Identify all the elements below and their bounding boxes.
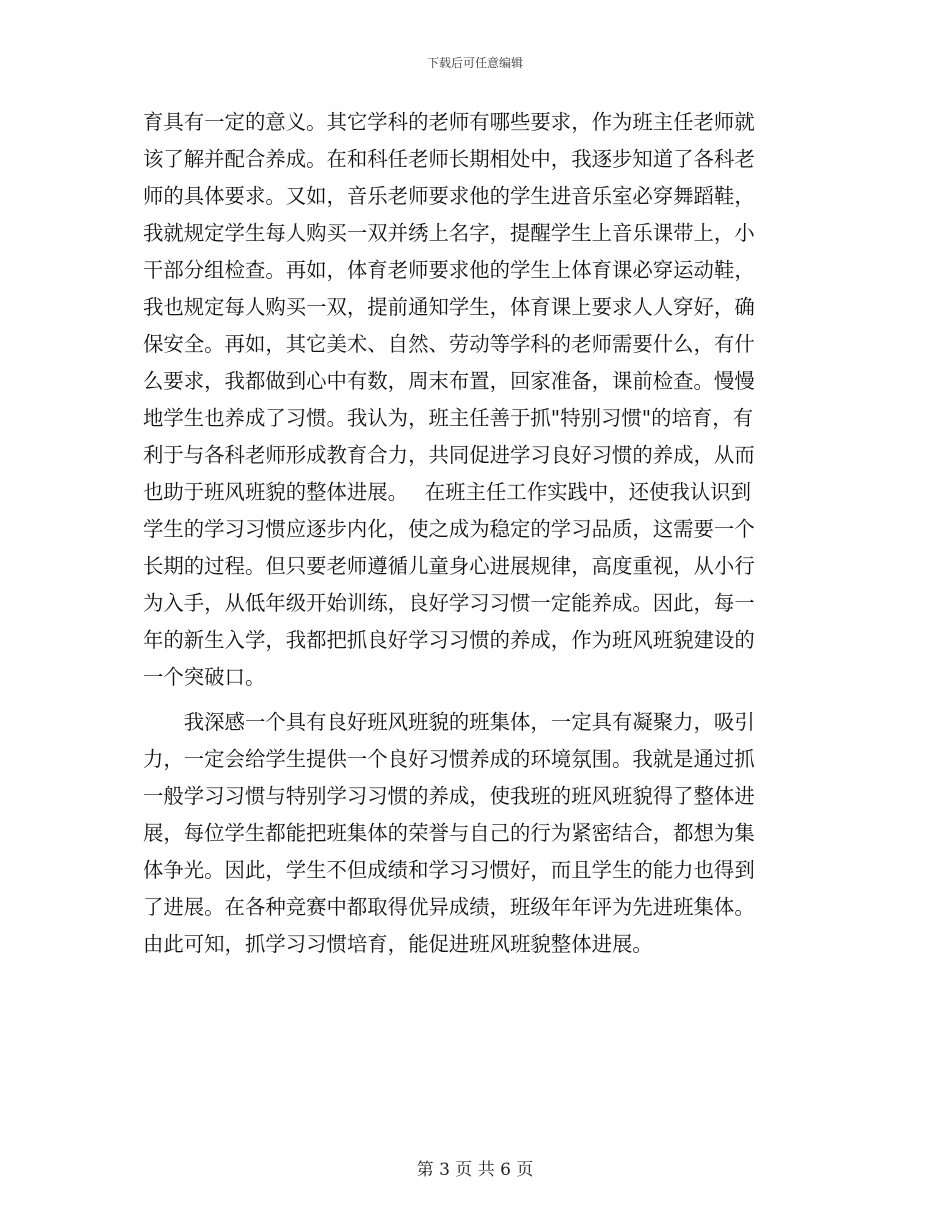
text-line: 展，每位学生都能把班集体的荣誉与自己的行为紧密结合，都想为集 (143, 821, 755, 845)
page-header: 下载后可任意编辑 (426, 56, 523, 70)
text-line: 了进展。在各种竞赛中都取得优异成绩，班级年年评为先进班集体。 (143, 895, 755, 919)
paragraph-spacer (143, 696, 809, 704)
text-line: 我深感一个具有良好班风班貌的班集体，一定具有凝聚力，吸引 (143, 710, 755, 734)
text-line: 年的新生入学，我都把抓良好学习习惯的养成，作为班风班貌建设的 (143, 628, 755, 652)
text-line: 么要求，我都做到心中有数，周末布置，回家准备，课前检查。慢慢 (143, 369, 755, 393)
text-line: 为入手，从低年级开始训练，良好学习习惯一定能养成。因此，每一 (143, 591, 755, 615)
text-line: 一般学习习惯与特别学习习惯的养成，使我班的班风班貌得了整体进 (143, 784, 755, 808)
text-line: 育具有一定的意义。其它学科的老师有哪些要求，作为班主任老师就 (143, 110, 755, 134)
text-line: 干部分组检查。再如，体育老师要求他的学生上体育课必穿运动鞋， (143, 258, 755, 282)
text-line: 学生的学习习惯应逐步内化，使之成为稳定的学习品质，这需要一个 (143, 517, 755, 541)
text-line: 体争光。因此，学生不但成绩和学习习惯好，而且学生的能力也得到 (143, 858, 755, 882)
text-line: 保安全。再如，其它美术、自然、劳动等学科的老师需要什么，有什 (143, 332, 755, 356)
text-line: 长期的过程。但只要老师遵循儿童身心进展规律，高度重视，从小行 (143, 554, 755, 578)
text-line: 也助于班风班貌的整体进展。 在班主任工作实践中，还使我认识到 (143, 480, 751, 504)
document-body (143, 104, 809, 963)
text-line: 我就规定学生每人购买一双并绣上名字，提醒学生上音乐课带上，小 (143, 221, 755, 245)
paragraph-2 (143, 704, 809, 963)
paragraph-1 (143, 104, 809, 696)
text-line: 该了解并配合养成。在和科任老师长期相处中，我逐步知道了各科老 (143, 147, 755, 171)
text-line: 力，一定会给学生提供一个良好习惯养成的环境氛围。我就是通过抓 (143, 747, 755, 771)
text-line: 利于与各科老师形成教育合力，共同促进学习良好习惯的养成，从而 (143, 443, 755, 467)
text-line: 我也规定每人购买一双，提前通知学生，体育课上要求人人穿好，确 (143, 295, 755, 319)
text-line: 地学生也养成了习惯。我认为，班主任善于抓"特别习惯"的培育，有 (143, 406, 754, 430)
text-line: 师的具体要求。又如，音乐老师要求他的学生进音乐室必穿舞蹈鞋， (143, 184, 755, 208)
page-number-footer: 第 3 页 共 6 页 (416, 1160, 534, 1180)
text-line: 由此可知，抓学习习惯培育，能促进班风班貌整体进展。 (143, 932, 653, 956)
text-line: 一个突破口。 (143, 665, 266, 689)
